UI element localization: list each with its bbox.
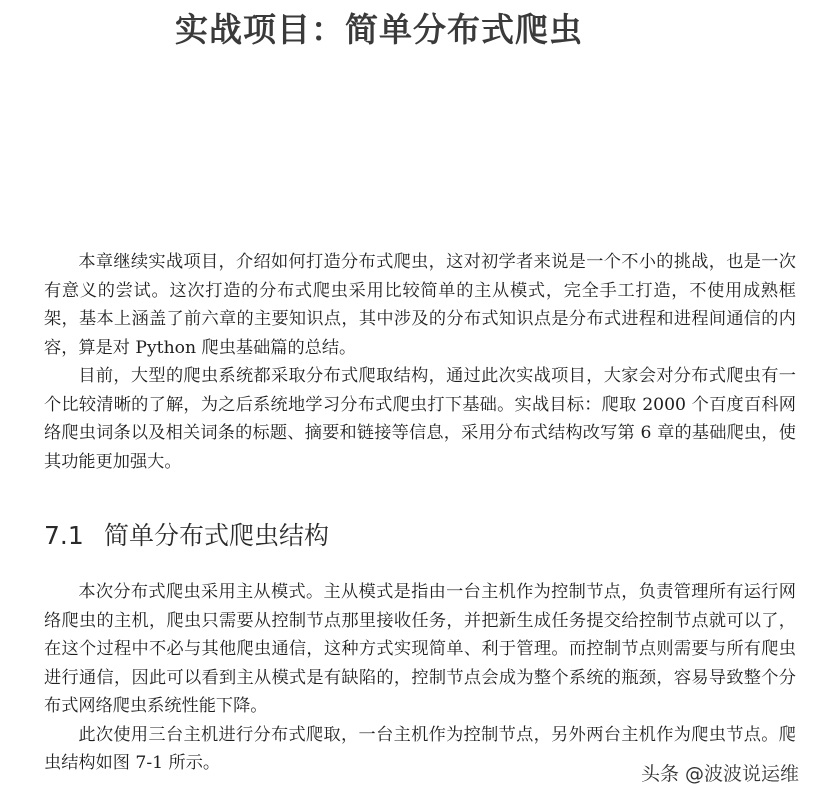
section-paragraph: 此次使用三台主机进行分布式爬取，一台主机作为控制节点，另外两台主机作为爬虫节点。爬虫结构如图 7-1 所示。 <box>44 724 796 773</box>
section-heading <box>44 516 329 552</box>
section-text <box>44 578 796 778</box>
intro-paragraph: 本章继续实战项目，介绍如何打造分布式爬虫，这对初学者来说是一个不小的挑战，也是一次有意义的尝试。这次打造的分布式爬虫采用比较简单的主从模式，完全手工打造，不使用成熟框架，基本上涵盖了前六章的主要知识点，其中涉及的分布式知识点是分布式进程和进程间通信的内容，算是对 Python 爬虫基础篇的总结。 <box>44 252 796 358</box>
intro-text <box>44 248 796 476</box>
section-paragraph: 本次分布式爬虫采用主从模式。主从模式是指由一台主机作为控制节点，负责管理所有运行网络爬虫的主机，爬虫只需要从控制节点那里接收任务，并把新生成任务提交给控制节点就可以了，在这个过程中不必与其他爬虫通信，这种方式实现简单、利于管理。而控制节点则需要与所有爬虫进行通信，因此可以看到主从模式是有缺陷的，控制节点会成为整个系统的瓶颈，容易导致整个分布式网络爬虫系统性能下降。 <box>44 582 796 716</box>
intro-paragraph: 目前，大型的爬虫系统都采取分布式爬取结构，通过此次实战项目，大家会对分布式爬虫有一个比较清晰的了解，为之后系统地学习分布式爬虫打下基础。实战目标：爬取 2000 个百度百科网络爬虫词条以及相关词条的标题、摘要和链接等信息，采用分布式结构改写第 6 章的基础爬虫，使其功能更加强大。 <box>44 366 796 472</box>
section-number: 7.1 <box>44 521 84 550</box>
section-title: 简单分布式爬虫结构 <box>104 521 330 550</box>
watermark: 头条 @波波说运维 <box>640 763 799 785</box>
chapter-title: 实战项目：简单分布式爬虫 <box>175 10 583 49</box>
